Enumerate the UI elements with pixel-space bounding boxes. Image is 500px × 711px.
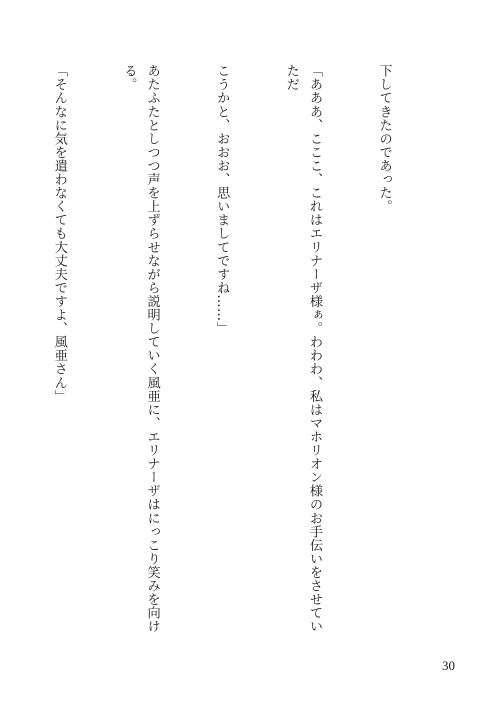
text-line: あたふたとしつつ声を上ずらせながら説明していく風亜に、エリナーザはにっこり笑みを向ける。 bbox=[121, 64, 160, 634]
text-line: 「そんなに気を遣わなくても大丈夫ですよ、風亜さん」 bbox=[51, 64, 67, 403]
vertical-text-body bbox=[0, 64, 442, 642]
text-line: 下してきたのであった。 bbox=[376, 64, 392, 214]
page-number: 30 bbox=[442, 658, 455, 673]
text-line: こうかと、おおお、思いましてですね……」 bbox=[214, 64, 230, 335]
text-line bbox=[0, 64, 1, 642]
text-line: 「あああ、こここ、これはエリナーザ様ぁ。わわわ、私はマホリオン様のお手伝いをさせていただ bbox=[283, 64, 322, 634]
